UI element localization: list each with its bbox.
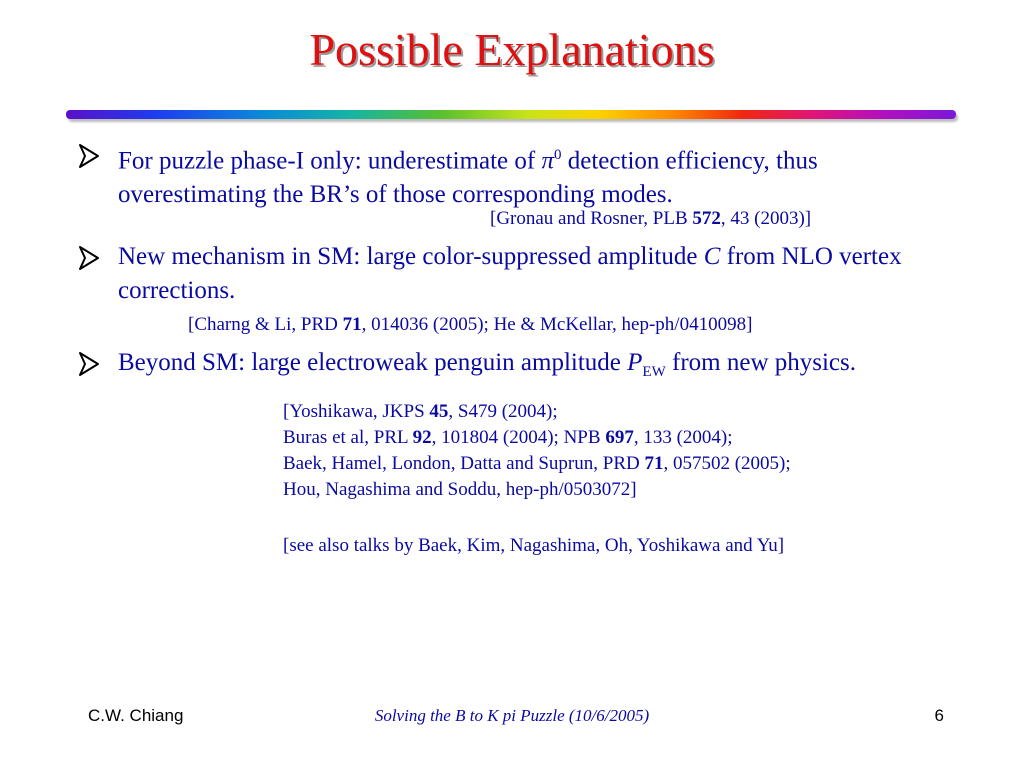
bullet-text-3: Beyond SM: large electroweak penguin amplitude $P_{EW}$ from new physics. <box>118 349 856 381</box>
bullet-text-1: For puzzle phase-I only: underestimate of $\pi^0$ detection efficiency, thus overestimating the BR’s of those corresponding modes. <box>118 147 818 209</box>
reference-line: Baek, Hamel, London, Datta and Suprun, PRD 71, 057502 (2005); <box>283 453 791 475</box>
bullet-item-3 <box>78 346 948 559</box>
reference-line: Hou, Nagashima and Soddu, hep-ph/0503072] <box>283 479 637 501</box>
footer-talk-title: Solving the B to K pi Puzzle (10/6/2005) <box>374 706 650 725</box>
arrow-bullet-icon <box>78 245 100 271</box>
footer-page-number: 6 <box>934 706 944 725</box>
reference-line: [Yoshikawa, JKPS 45, S479 (2004); <box>283 401 558 423</box>
arrow-bullet-icon <box>78 351 100 377</box>
bullet-list <box>78 138 948 559</box>
pi-symbol: π <box>541 147 555 175</box>
see-also-note: [see also talks by Baek, Kim, Nagashima, Oh, Yoshikawa and Yu] <box>283 535 785 557</box>
bullet-text-2: New mechanism in SM: large color-suppressed amplitude C from NLO vertex corrections. <box>118 243 902 305</box>
reference-1: [Gronau and Rosner, PLB 572, 43 (2003)] <box>490 208 812 230</box>
amplitude-p-symbol: P <box>627 349 643 377</box>
reference-2: [Charng & Li, PRD 71, 014036 (2005); He & McKellar, hep-ph/0410098] <box>188 314 753 336</box>
amplitude-c-symbol: C <box>703 243 721 271</box>
slide-title: Possible Explanations <box>309 24 715 75</box>
reference-line: Buras et al, PRL 92, 101804 (2004); NPB 697, 133 (2004); <box>283 427 733 449</box>
rainbow-divider <box>66 110 956 119</box>
footer-author: C.W. Chiang <box>88 706 184 725</box>
bullet-item-2 <box>78 240 948 338</box>
reference-list-3 <box>283 399 948 503</box>
bullet-item-1 <box>78 138 948 232</box>
arrow-bullet-icon <box>78 143 100 169</box>
